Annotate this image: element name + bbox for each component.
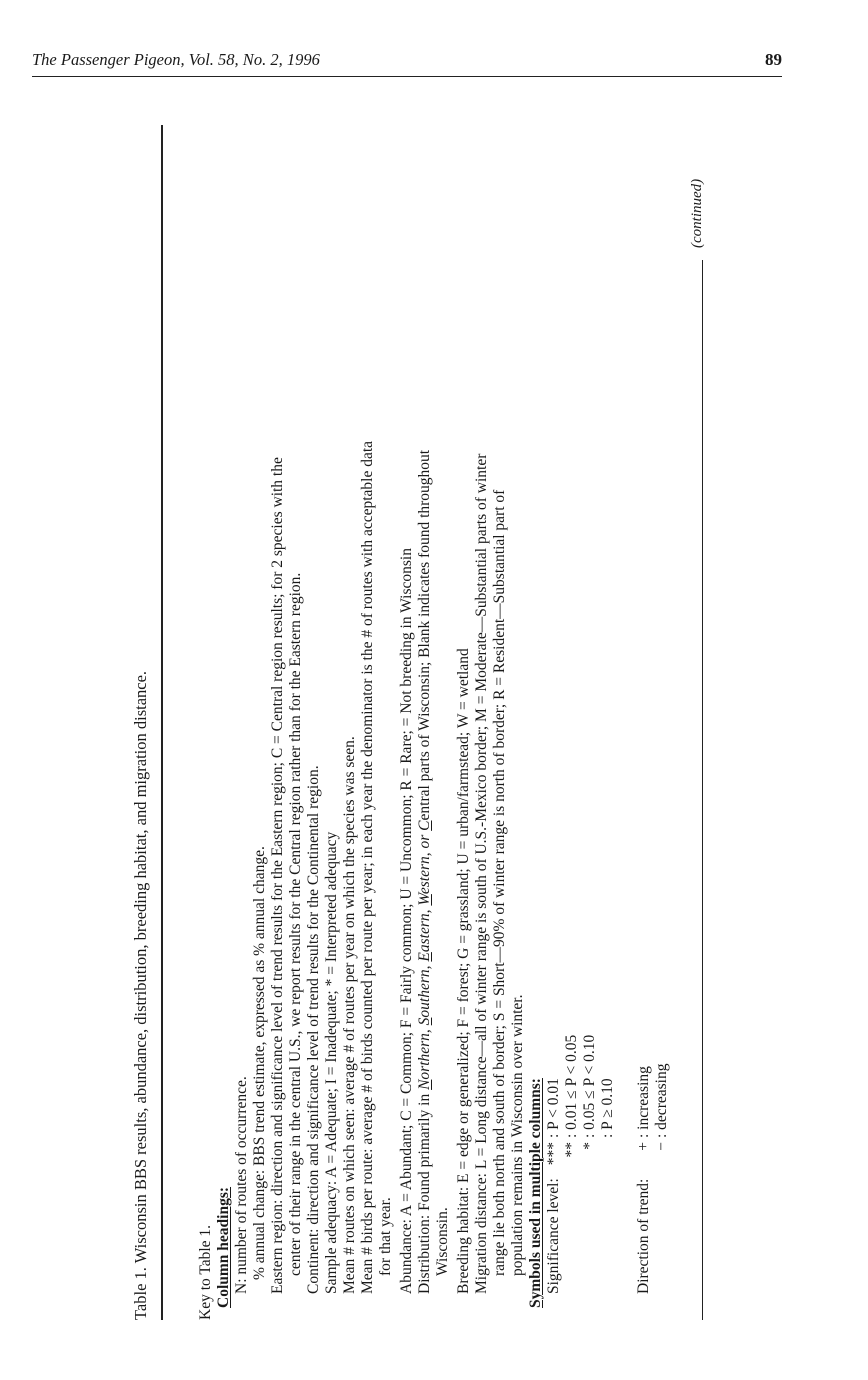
key-line-breeding-habitat: Breeding habitat: E = edge or generalized; F = forest; G = grassland; U = urban/farmstead; W = wetland (455, 648, 472, 1294)
key-line-eastern-1: Eastern region: direction and significance level of trend results for the Eastern region; C = Central region results; for 2 species with the (269, 457, 286, 1294)
key-line-abundance: Abundance: A = Abundant; C = Common; F = Fairly common; U = Uncommon; R = Rare; = Not breeding in Wisconsin (398, 548, 415, 1294)
key-line-continent: Continent: direction and significance level of trend results for the Continental region. (305, 765, 322, 1294)
bottom-rule (702, 260, 703, 1320)
key-line-eastern-2: center of their range in the central U.S., we report results for the Central region rather than for the Eastern region. (287, 572, 304, 1276)
direction-symbol-1: + (635, 1142, 652, 1151)
rotated-table-page (130, 140, 730, 1320)
table-title: Table 1. Wisconsin BBS results, abundance, distribution, breeding habitat, and migration distance. (131, 670, 150, 1320)
key-line-mean-birds-2: for that year. (377, 1197, 394, 1276)
significance-desc-2: : 0.01 ≤ P < 0.05 (563, 1034, 580, 1138)
page-number: 89 (765, 50, 782, 69)
direction-label: Direction of trend: (635, 1178, 652, 1294)
key-line-mean-birds-1: Mean # birds per route: average # of birds counted per route per year; in each year the denominator is the # of routes with acceptable data (359, 440, 376, 1294)
key-line-distribution-2: Wisconsin. (434, 1207, 451, 1276)
direction-desc-2: : decreasing (653, 1063, 670, 1138)
key-line-distribution-1 (416, 450, 434, 1294)
significance-symbol-3: * (581, 1142, 598, 1150)
distribution-prefix: Distribution: Found primarily in (416, 1089, 433, 1294)
significance-symbol-1: *** (545, 1142, 562, 1166)
dist-s-rest: outhern, (416, 961, 433, 1018)
continued-note: (continued) (689, 178, 705, 248)
key-line-n: N: number of routes of occurrence. (233, 1076, 250, 1294)
key-line-sample-adequacy: Sample adequacy: A = Adequate; I = Inadequate; * = Interpreted adequacy (323, 831, 340, 1294)
running-header (32, 50, 782, 77)
key-line-migration-2: range lie both north and south of border; S = Short—90% of winter range is north of border; R = Resident—Substantial part of (491, 489, 508, 1276)
significance-label: Significance level: (545, 1178, 562, 1294)
significance-symbol-2: ** (563, 1142, 580, 1158)
dist-n-rest: orthern, (416, 1025, 433, 1080)
direction-desc-1: : increasing (635, 1066, 652, 1138)
key-line-mean-routes: Mean # routes on which seen: average # of routes per year on which the species was seen. (341, 736, 358, 1294)
dist-c-rest: entral parts of Wisconsin; Blank indicates found throughout (416, 449, 433, 821)
top-rule (161, 125, 163, 1320)
key-line-migration-3: population remains in Wisconsin over winter. (509, 994, 526, 1276)
dist-n-initial: N (416, 1079, 433, 1090)
significance-desc-4: : P ≥ 0.10 (599, 1078, 616, 1138)
significance-desc-1: : P < 0.01 (545, 1078, 562, 1138)
symbols-label: Symbols used in multiple columns: (527, 1078, 544, 1308)
dist-s-initial: S (416, 1017, 433, 1026)
dist-e-initial: E (416, 952, 433, 962)
journal-citation: The Passenger Pigeon, Vol. 58, No. 2, 1996 (32, 50, 320, 69)
dist-e-rest: astern, (416, 905, 433, 953)
key-title: Key to Table 1. (197, 1224, 214, 1320)
significance-desc-3: : 0.05 ≤ P < 0.10 (581, 1034, 598, 1138)
column-headings-label: Column headings: (215, 1186, 232, 1308)
direction-symbol-2: − (653, 1142, 670, 1151)
key-line-migration-1: Migration distance: L = Long distance—all of winter range is south of U.S.-Mexico border; M = Moderate—Substantial parts of winter (473, 453, 490, 1294)
dist-w-initial: W (416, 894, 433, 906)
dist-w-rest: estern, or (416, 830, 433, 895)
key-line-annual-change: % annual change: BBS trend estimate, expressed as % annual change. (251, 846, 268, 1280)
dist-c-initial: C (416, 820, 433, 831)
